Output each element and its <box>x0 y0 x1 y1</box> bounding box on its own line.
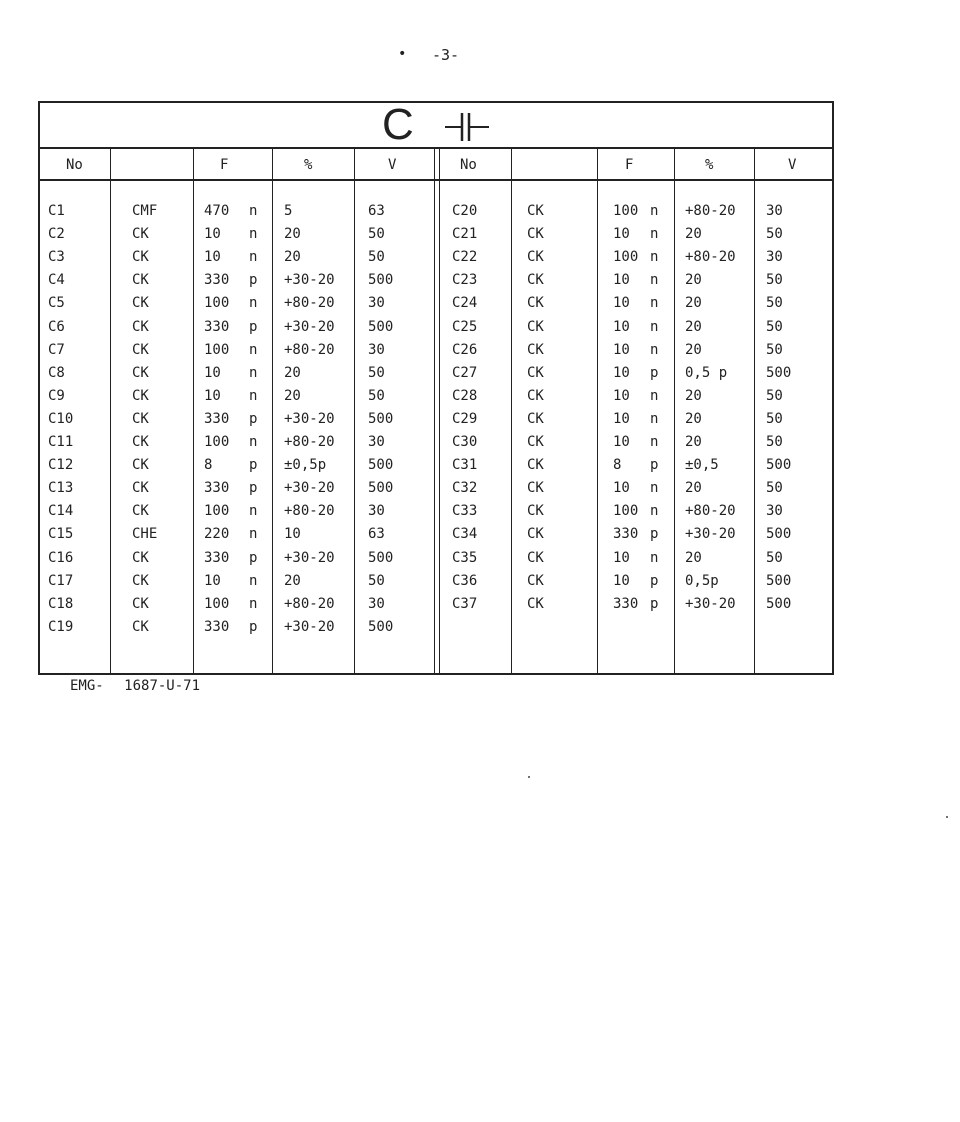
left-cell-f: 330 <box>204 410 230 427</box>
left-cell-no: C16 <box>48 549 74 566</box>
capacitor-table <box>38 101 834 675</box>
left-cell-no: C17 <box>48 572 74 589</box>
left-cell-type: CK <box>132 503 149 520</box>
left-cell-type: CK <box>132 434 149 450</box>
right-cell-unit: n <box>650 272 659 289</box>
right-cell-unit: n <box>650 503 659 520</box>
left-cell-v: 500 <box>368 618 394 635</box>
right-cell-f: 330 <box>613 526 639 543</box>
left-cell-no: C5 <box>48 295 65 312</box>
left-cell-unit: p <box>249 318 258 335</box>
left-cell-unit: n <box>249 526 258 543</box>
right-cell-type: CK <box>527 457 544 474</box>
right-cell-no: C27 <box>452 364 478 381</box>
table-title-row <box>40 100 832 149</box>
left-cell-pct: +30-20 <box>284 410 335 427</box>
right-cell-pct: 20 <box>685 549 702 566</box>
right-cell-type: CK <box>527 549 544 566</box>
left-cell-unit: p <box>249 618 258 635</box>
left-cell-pct: 20 <box>284 249 301 266</box>
right-cell-unit: n <box>650 480 659 497</box>
right-cell-f: 10 <box>613 387 630 404</box>
right-cell-v: 50 <box>766 295 783 312</box>
right-cell-v: 500 <box>766 572 792 589</box>
right-cell-pct: 20 <box>685 341 702 358</box>
left-cell-unit: p <box>249 480 258 497</box>
right-cell-pct: +30-20 <box>685 526 736 543</box>
left-cell-no: C14 <box>48 503 74 520</box>
right-cell-v: 30 <box>766 503 783 520</box>
right-cell-no: C20 <box>452 203 478 219</box>
left-cell-unit: n <box>249 387 258 404</box>
right-cell-pct: 20 <box>685 480 702 497</box>
table-title: C <box>382 100 414 149</box>
right-cell-pct: ±0,5 <box>685 457 719 474</box>
right-cell-no: C26 <box>452 341 478 358</box>
left-cell-f: 100 <box>204 295 230 312</box>
document-footer <box>70 678 212 694</box>
left-cell-pct: 20 <box>284 364 301 381</box>
right-cell-unit: p <box>650 364 659 381</box>
left-cell-no: C1 <box>48 203 65 219</box>
right-cell-unit: n <box>650 249 659 266</box>
column-divider <box>754 149 755 673</box>
right-cell-v: 500 <box>766 364 792 381</box>
footer-code: EMG- <box>70 678 104 694</box>
left-cell-unit: p <box>249 457 258 474</box>
right-cell-type: CK <box>527 272 544 289</box>
left-cell-f: 8 <box>204 457 213 474</box>
right-cell-type: CK <box>527 318 544 335</box>
column-divider <box>511 149 512 673</box>
left-cell-v: 50 <box>368 364 385 381</box>
right-cell-no: C36 <box>452 572 478 589</box>
left-cell-pct: ±0,5p <box>284 457 327 474</box>
left-cell-v: 50 <box>368 572 385 589</box>
right-cell-f: 100 <box>613 503 639 520</box>
column-divider <box>597 149 598 673</box>
left-cell-f: 100 <box>204 503 230 520</box>
left-cell-pct: 20 <box>284 572 301 589</box>
right-cell-unit: n <box>650 434 659 450</box>
left-cell-type: CK <box>132 364 149 381</box>
left-cell-pct: +80-20 <box>284 295 335 312</box>
left-cell-f: 330 <box>204 272 230 289</box>
right-cell-type: CK <box>527 249 544 266</box>
left-cell-pct: 10 <box>284 526 301 543</box>
left-cell-unit: n <box>249 595 258 612</box>
right-cell-f: 10 <box>613 572 630 589</box>
right-cell-no: C24 <box>452 295 478 312</box>
column-divider <box>110 149 111 673</box>
left-cell-type: CK <box>132 272 149 289</box>
left-cell-no: C18 <box>48 595 74 612</box>
right-cell-f: 10 <box>613 364 630 381</box>
table-header-row <box>40 149 832 181</box>
right-cell-v: 50 <box>766 549 783 566</box>
right-cell-unit: p <box>650 457 659 474</box>
right-cell-pct: 20 <box>685 226 702 243</box>
column-double-divider <box>434 149 440 673</box>
right-cell-no: C37 <box>452 595 478 612</box>
left-cell-no: C19 <box>48 618 74 635</box>
right-cell-unit: n <box>650 203 659 219</box>
footer-reference: 1687-U-71 <box>124 678 201 694</box>
right-cell-no: C35 <box>452 549 478 566</box>
right-cell-f: 330 <box>613 595 639 612</box>
header-f-right: F <box>625 157 634 173</box>
right-cell-unit: p <box>650 526 659 543</box>
right-cell-unit: n <box>650 549 659 566</box>
scan-speck <box>528 776 530 778</box>
right-cell-f: 10 <box>613 295 630 312</box>
right-cell-v: 50 <box>766 226 783 243</box>
left-cell-no: C15 <box>48 526 74 543</box>
left-cell-v: 63 <box>368 526 385 543</box>
right-cell-pct: 20 <box>685 434 702 450</box>
left-cell-pct: 20 <box>284 226 301 243</box>
right-cell-no: C25 <box>452 318 478 335</box>
right-cell-v: 50 <box>766 387 783 404</box>
right-cell-f: 10 <box>613 549 630 566</box>
left-cell-pct: +80-20 <box>284 341 335 358</box>
right-cell-pct: 20 <box>685 387 702 404</box>
left-cell-v: 30 <box>368 503 385 520</box>
left-cell-v: 500 <box>368 318 394 335</box>
left-cell-f: 10 <box>204 387 221 404</box>
right-cell-no: C23 <box>452 272 478 289</box>
left-cell-no: C2 <box>48 226 65 243</box>
header-pct-left: % <box>304 157 313 173</box>
left-cell-type: CHE <box>132 526 158 543</box>
right-cell-v: 50 <box>766 480 783 497</box>
left-cell-type: CK <box>132 341 149 358</box>
left-cell-type: CK <box>132 457 149 474</box>
right-cell-type: CK <box>527 503 544 520</box>
right-cell-f: 10 <box>613 480 630 497</box>
left-cell-f: 10 <box>204 249 221 266</box>
right-cell-pct: +80-20 <box>685 203 736 219</box>
scan-speck <box>946 816 948 818</box>
left-cell-unit: p <box>249 272 258 289</box>
right-cell-unit: n <box>650 341 659 358</box>
left-cell-pct: +30-20 <box>284 618 335 635</box>
right-cell-type: CK <box>527 387 544 404</box>
right-cell-v: 500 <box>766 457 792 474</box>
right-cell-f: 10 <box>613 226 630 243</box>
left-cell-unit: n <box>249 295 258 312</box>
left-cell-no: C10 <box>48 410 74 427</box>
right-cell-no: C21 <box>452 226 478 243</box>
right-cell-v: 50 <box>766 434 783 450</box>
left-cell-unit: n <box>249 203 258 219</box>
left-cell-pct: 5 <box>284 203 293 219</box>
left-cell-f: 330 <box>204 549 230 566</box>
right-cell-no: C22 <box>452 249 478 266</box>
left-cell-pct: 20 <box>284 387 301 404</box>
left-cell-no: C4 <box>48 272 65 289</box>
left-cell-pct: +30-20 <box>284 318 335 335</box>
right-cell-pct: +80-20 <box>685 249 736 266</box>
left-cell-f: 470 <box>204 203 230 219</box>
left-cell-pct: +80-20 <box>284 503 335 520</box>
right-cell-f: 10 <box>613 434 630 450</box>
left-cell-f: 10 <box>204 572 221 589</box>
left-cell-f: 220 <box>204 526 230 543</box>
right-cell-no: C30 <box>452 434 478 450</box>
left-cell-f: 330 <box>204 480 230 497</box>
left-cell-type: CK <box>132 595 149 612</box>
right-cell-pct: 20 <box>685 272 702 289</box>
left-cell-unit: p <box>249 549 258 566</box>
left-cell-unit: n <box>249 572 258 589</box>
left-cell-type: CK <box>132 226 149 243</box>
right-cell-unit: n <box>650 295 659 312</box>
left-cell-v: 30 <box>368 295 385 312</box>
right-cell-v: 50 <box>766 318 783 335</box>
header-no-left: No <box>66 157 83 173</box>
left-cell-v: 63 <box>368 203 385 219</box>
right-cell-type: CK <box>527 595 544 612</box>
left-cell-no: C3 <box>48 249 65 266</box>
right-cell-v: 30 <box>766 203 783 219</box>
right-cell-f: 10 <box>613 410 630 427</box>
right-cell-type: CK <box>527 526 544 543</box>
right-cell-no: C28 <box>452 387 478 404</box>
left-cell-v: 500 <box>368 410 394 427</box>
right-cell-no: C33 <box>452 503 478 520</box>
left-cell-type: CK <box>132 295 149 312</box>
right-cell-unit: n <box>650 226 659 243</box>
left-cell-type: CK <box>132 572 149 589</box>
column-divider <box>674 149 675 673</box>
left-cell-pct: +30-20 <box>284 549 335 566</box>
right-cell-unit: n <box>650 410 659 427</box>
right-cell-type: CK <box>527 572 544 589</box>
right-cell-type: CK <box>527 203 544 219</box>
right-cell-f: 10 <box>613 272 630 289</box>
right-cell-no: C34 <box>452 526 478 543</box>
right-cell-unit: n <box>650 387 659 404</box>
page-number: -3- <box>432 46 460 64</box>
capacitor-symbol-icon <box>443 109 493 145</box>
right-cell-unit: p <box>650 572 659 589</box>
left-cell-unit: n <box>249 364 258 381</box>
left-cell-type: CK <box>132 410 149 427</box>
right-cell-f: 10 <box>613 341 630 358</box>
page-bullet: • <box>398 46 407 62</box>
left-cell-type: CMF <box>132 203 158 219</box>
left-cell-f: 330 <box>204 318 230 335</box>
right-cell-type: CK <box>527 295 544 312</box>
left-cell-no: C9 <box>48 387 65 404</box>
left-cell-v: 30 <box>368 434 385 450</box>
left-cell-unit: n <box>249 503 258 520</box>
right-cell-pct: +80-20 <box>685 503 736 520</box>
right-cell-v: 500 <box>766 595 792 612</box>
left-cell-v: 500 <box>368 457 394 474</box>
left-cell-pct: +30-20 <box>284 480 335 497</box>
left-cell-pct: +80-20 <box>284 595 335 612</box>
left-cell-v: 30 <box>368 341 385 358</box>
header-no-right: No <box>460 157 477 173</box>
right-cell-v: 50 <box>766 410 783 427</box>
right-cell-unit: n <box>650 318 659 335</box>
left-cell-v: 500 <box>368 549 394 566</box>
left-cell-no: C12 <box>48 457 74 474</box>
left-cell-unit: n <box>249 226 258 243</box>
left-cell-f: 100 <box>204 434 230 450</box>
left-cell-no: C6 <box>48 318 65 335</box>
right-cell-type: CK <box>527 226 544 243</box>
right-cell-f: 100 <box>613 249 639 266</box>
left-cell-unit: n <box>249 341 258 358</box>
left-cell-no: C11 <box>48 434 74 450</box>
left-cell-pct: +30-20 <box>284 272 335 289</box>
left-cell-f: 10 <box>204 226 221 243</box>
left-cell-type: CK <box>132 318 149 335</box>
right-cell-f: 10 <box>613 318 630 335</box>
left-cell-f: 330 <box>204 618 230 635</box>
left-cell-v: 50 <box>368 387 385 404</box>
left-cell-no: C8 <box>48 364 65 381</box>
right-cell-type: CK <box>527 410 544 427</box>
header-f-left: F <box>220 157 229 173</box>
column-divider <box>193 149 194 673</box>
right-cell-f: 8 <box>613 457 622 474</box>
right-cell-v: 50 <box>766 341 783 358</box>
left-cell-type: CK <box>132 249 149 266</box>
right-cell-v: 30 <box>766 249 783 266</box>
column-divider <box>354 149 355 673</box>
right-cell-pct: +30-20 <box>685 595 736 612</box>
right-cell-type: CK <box>527 434 544 450</box>
left-cell-pct: +80-20 <box>284 434 335 450</box>
left-cell-unit: n <box>249 249 258 266</box>
left-cell-f: 100 <box>204 341 230 358</box>
left-cell-type: CK <box>132 618 149 635</box>
right-cell-unit: p <box>650 595 659 612</box>
left-cell-no: C7 <box>48 341 65 358</box>
left-cell-v: 30 <box>368 595 385 612</box>
right-cell-f: 100 <box>613 203 639 219</box>
right-cell-type: CK <box>527 480 544 497</box>
right-cell-pct: 20 <box>685 295 702 312</box>
left-cell-v: 500 <box>368 272 394 289</box>
left-cell-type: CK <box>132 480 149 497</box>
right-cell-no: C29 <box>452 410 478 427</box>
left-cell-f: 10 <box>204 364 221 381</box>
right-cell-type: CK <box>527 341 544 358</box>
right-cell-type: CK <box>527 364 544 381</box>
right-cell-no: C31 <box>452 457 478 474</box>
left-cell-v: 50 <box>368 226 385 243</box>
left-cell-type: CK <box>132 549 149 566</box>
right-cell-v: 50 <box>766 272 783 289</box>
left-cell-f: 100 <box>204 595 230 612</box>
right-cell-no: C32 <box>452 480 478 497</box>
left-cell-type: CK <box>132 387 149 404</box>
header-v-right: V <box>788 157 797 173</box>
left-cell-no: C13 <box>48 480 74 497</box>
right-cell-v: 500 <box>766 526 792 543</box>
right-cell-pct: 0,5p <box>685 572 719 589</box>
right-cell-pct: 20 <box>685 318 702 335</box>
right-cell-pct: 20 <box>685 410 702 427</box>
right-cell-pct: 0,5 p <box>685 364 728 381</box>
column-divider <box>272 149 273 673</box>
left-cell-v: 50 <box>368 249 385 266</box>
left-cell-unit: p <box>249 410 258 427</box>
left-cell-v: 500 <box>368 480 394 497</box>
left-cell-unit: n <box>249 434 258 450</box>
header-pct-right: % <box>705 157 714 173</box>
header-v-left: V <box>388 157 397 173</box>
